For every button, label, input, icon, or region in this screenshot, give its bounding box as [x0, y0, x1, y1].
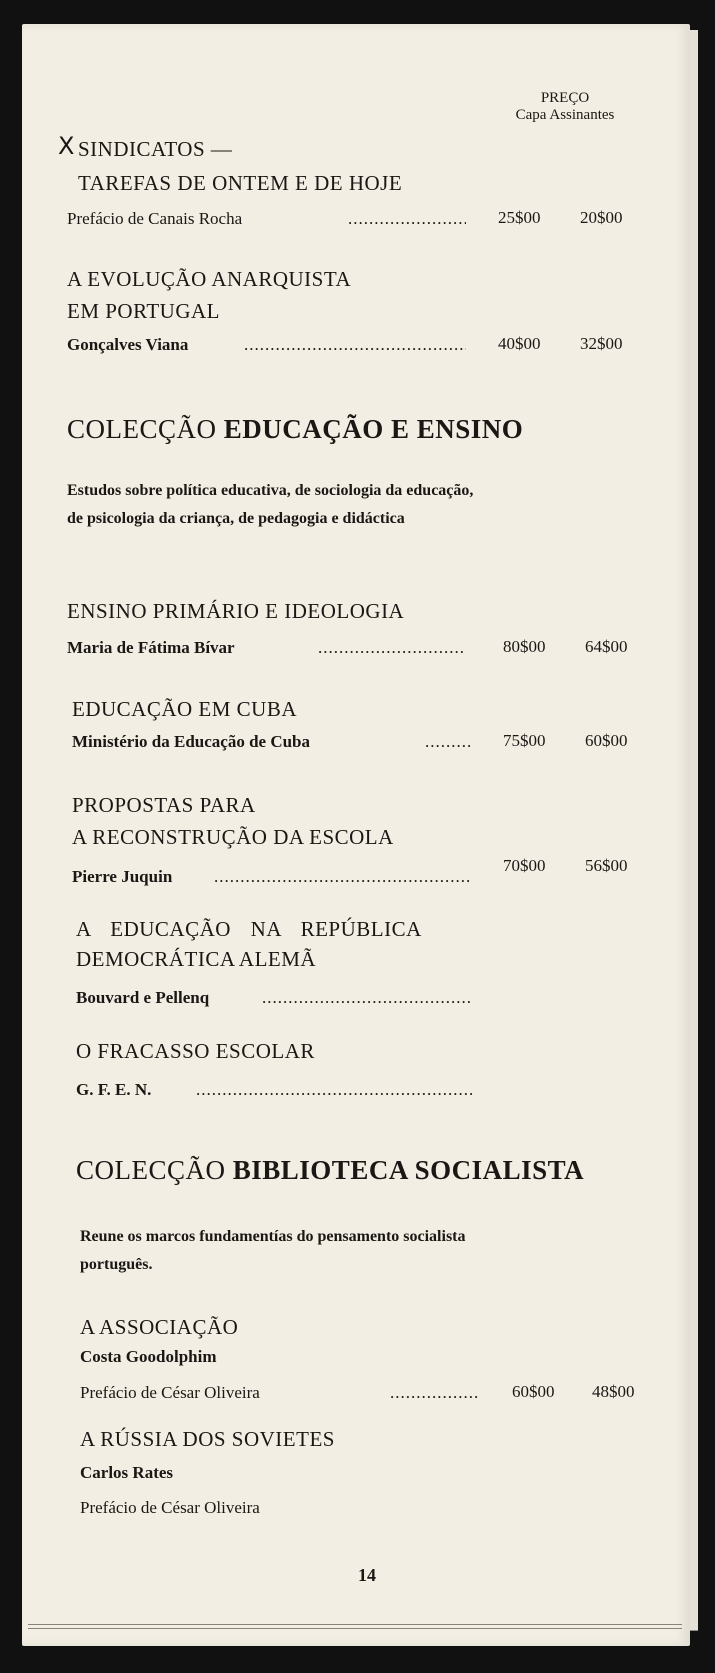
book-author: Prefácio de Canais Rocha [67, 209, 243, 228]
page-number: 14 [358, 1565, 376, 1585]
price-columns-label: Capa Assinantes [515, 107, 615, 123]
price-assinantes: 56$00 [585, 856, 628, 875]
price-capa: 70$00 [503, 856, 546, 875]
price-assinantes: 20$00 [580, 208, 623, 227]
book-title [76, 917, 471, 942]
preco-label: PREÇO [540, 90, 590, 106]
book-title: A EVOLUÇÃO ANARQUISTA [67, 267, 352, 291]
page-edge [690, 30, 698, 1630]
leader-dots [262, 988, 472, 1008]
price-header [490, 90, 640, 124]
price-capa: 40$00 [498, 334, 541, 353]
leader-dots [318, 638, 466, 658]
leader-dots [214, 867, 471, 887]
section-prefix: COLECÇÃO [67, 414, 217, 444]
section-description: Reune os marcos fundamentías do pensamento socialista português. [80, 1228, 466, 1273]
leader-dots [390, 1383, 480, 1403]
price-assinantes: 48$00 [592, 1382, 635, 1401]
section-description: Estudos sobre política educativa, de sociologia da educação, de psicologia da criança, de pedagogia e didáctica [67, 482, 474, 527]
book-title-line2: A RECONSTRUÇÃO DA ESCOLA [72, 825, 394, 849]
price-capa: 60$00 [512, 1382, 555, 1401]
book-title: O FRACASSO ESCOLAR [76, 1039, 315, 1063]
section-heading-biblioteca [76, 1155, 584, 1186]
section-prefix: COLECÇÃO [76, 1155, 226, 1185]
leader-dots [425, 732, 471, 752]
book-author: Carlos Rates [80, 1463, 174, 1482]
book-author: Bouvard e Pellenq [76, 988, 210, 1007]
book-author: Pierre Juquin [72, 867, 173, 886]
book-title: A ASSOCIAÇÃO [80, 1315, 239, 1339]
price-capa: 25$00 [498, 208, 541, 227]
section-name: EDUCAÇÃO E ENSINO [223, 414, 524, 444]
price-assinantes: 64$00 [585, 637, 628, 656]
price-assinantes: 60$00 [585, 731, 628, 750]
book-preface: Prefácio de César Oliveira [80, 1498, 260, 1517]
book-title: A RÚSSIA DOS SOVIETES [80, 1427, 335, 1451]
book-author: Maria de Fátima Bívar [67, 638, 235, 657]
book-title: EDUCAÇÃO EM CUBA [72, 697, 298, 721]
book-title: PROPOSTAS PARA [72, 793, 256, 817]
price-capa: 75$00 [503, 731, 546, 750]
book-title: ENSINO PRIMÁRIO E IDEOLOGIA [67, 599, 405, 623]
price-assinantes: 32$00 [580, 334, 623, 353]
book-author: Gonçalves Viana [67, 335, 189, 354]
book-author: G. F. E. N. [76, 1080, 152, 1099]
leader-dots [244, 335, 466, 355]
book-author: Costa Goodolphim [80, 1347, 217, 1366]
book-title-line2: DEMOCRÁTICA ALEMÃ [76, 947, 317, 971]
section-name: BIBLIOTECA SOCIALISTA [232, 1155, 585, 1185]
book-title-line2: EM PORTUGAL [67, 299, 220, 323]
section-heading-educacao [67, 414, 523, 445]
leader-dots [348, 209, 466, 229]
book-author: Ministério da Educação de Cuba [72, 732, 311, 751]
book-preface: Prefácio de César Oliveira [80, 1383, 260, 1402]
leader-dots [196, 1080, 472, 1100]
book-title: SINDICATOS — [78, 137, 233, 161]
book-title-line2: TAREFAS DE ONTEM E DE HOJE [78, 171, 403, 195]
book-title-text: A EDUCAÇÃO NA REPÚBLICA [76, 917, 422, 941]
handwritten-mark: X [58, 132, 75, 160]
price-capa: 80$00 [503, 637, 546, 656]
